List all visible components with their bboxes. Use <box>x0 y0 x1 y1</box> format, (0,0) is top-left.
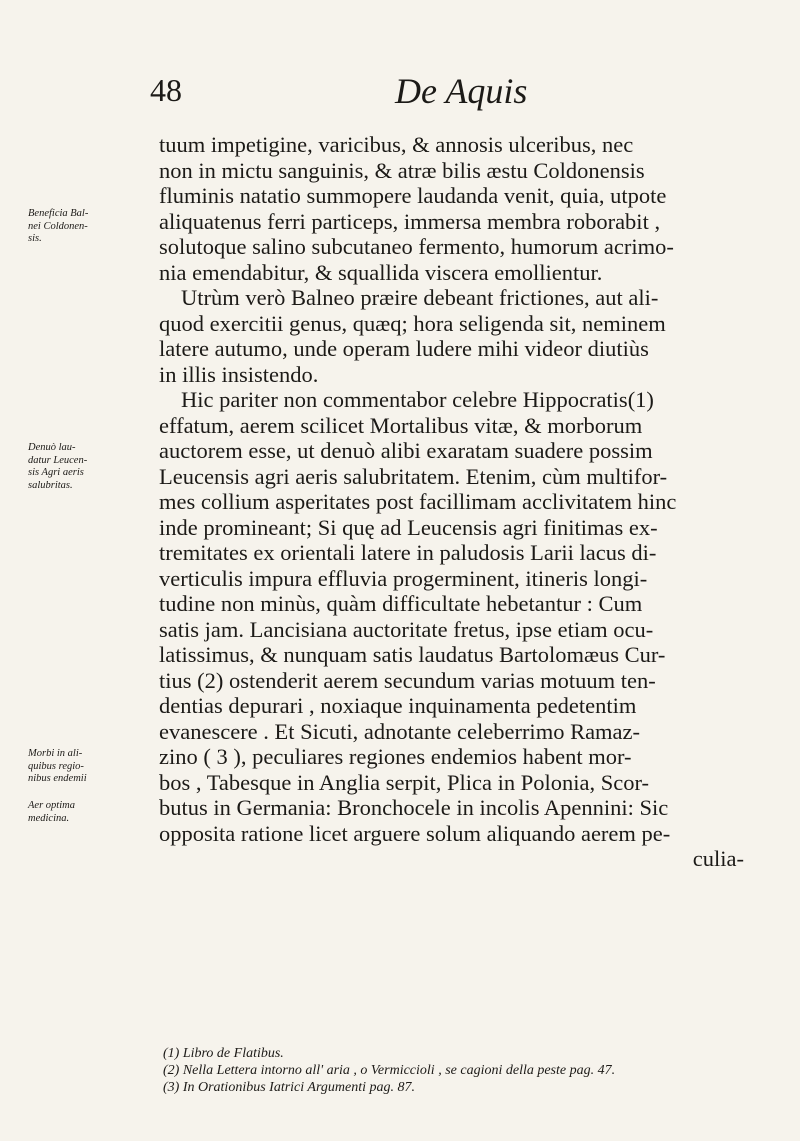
text-line: in illis insistendo. <box>159 361 319 387</box>
running-title: De Aquis <box>395 71 528 111</box>
text-line: auctorem esse, ut denuò alibi exaratam suadere possim <box>159 438 653 463</box>
text-line: Utrùm verò Balneo præire debeant frictiones, aut ali- <box>181 285 659 310</box>
margin-note: Aer optima medicina. <box>28 800 75 824</box>
text-line: inde promineant; Si quę ad Leucensis agri finitimas ex- <box>159 514 658 540</box>
text-line: bos , Tabesque in Anglia serpit, Plica in Polonia, Scor- <box>159 769 650 795</box>
text-line: fluminis natatio summopere laudanda venit, quia, utpote <box>159 183 667 208</box>
text-line: evanescere . Et Sicuti, adnotante celeberrimo Ramaz- <box>159 718 641 744</box>
text-line: dentias depurari , noxiaque inquinamenta pedetentim <box>159 693 637 718</box>
catchword: culia- <box>692 846 744 871</box>
text-line: solutoque salino subcutaneo fermento, humorum acrimo- <box>159 234 674 259</box>
body-text <box>159 132 764 872</box>
margin-note: Denuò lau- datur Leucen- sis Agri aeris salubritas. <box>28 442 88 491</box>
text-line: Leucensis agri aeris salubritatem. Etenim, cùm multifor- <box>159 463 668 489</box>
text-line: tius (2) ostenderit aerem secundum varias motuum ten- <box>159 667 656 693</box>
text-line: mes collium asperitates post facillimam acclivitatem hinc <box>159 489 677 514</box>
page-header <box>0 70 800 126</box>
footnote: (3) In Orationibus Iatrici Argumenti pag. 87. <box>163 1080 415 1095</box>
text-line: verticulis impura effluvia progerminent, itineris longi- <box>159 565 648 591</box>
page-number: 48 <box>150 72 182 108</box>
text-line: opposita ratione licet arguere solum aliquando aerem pe- <box>159 820 671 846</box>
text-line: zino ( 3 ), peculiares regiones endemios habent mor- <box>159 744 632 769</box>
text-line: butus in Germania: Bronchocele in incolis Apennini: Sic <box>159 795 669 820</box>
text-line: latere autumo, unde operam ludere mihi videor diutiùs <box>159 336 649 361</box>
text-line: quod exercitii genus, quæq; hora seligenda sit, neminem <box>159 310 666 336</box>
footnote: (2) Nella Lettera intorno all' aria , o Vermiccioli , se cagioni della peste pag. 47. <box>163 1063 616 1078</box>
text-line: nia emendabitur, & squallida viscera emollientur. <box>159 259 603 285</box>
text-line: tremitates ex orientali latere in paludosis Larii lacus di- <box>159 540 657 565</box>
margin-note: Morbi in ali- quibus regio- nibus endemii <box>28 748 87 784</box>
text-line: latissimus, & nunquam satis laudatus Bartolomæus Cur- <box>159 642 666 667</box>
text-line: tuum impetigine, varicibus, & annosis ulceribus, nec <box>159 132 634 157</box>
text-line: effatum, aerem scilicet Mortalibus vitæ, & morborum <box>159 412 643 438</box>
margin-note: Beneficia Bal- nei Coldonen- sis. <box>28 208 89 244</box>
text-line: Hic pariter non commentabor celebre Hippocratis(1) <box>181 387 654 412</box>
footnote: (1) Libro de Flatibus. <box>163 1046 284 1061</box>
footnotes <box>163 1045 763 1096</box>
text-line: aliquatenus ferri particeps, immersa membra roborabit , <box>159 208 661 234</box>
text-line: satis jam. Lancisiana auctoritate fretus, ipse etiam ocu- <box>159 616 654 642</box>
text-line: non in mictu sanguinis, & atræ bilis æstu Coldonensis <box>159 157 645 183</box>
text-line: tudine non minùs, quàm difficultate hebetantur : Cum <box>159 591 643 616</box>
